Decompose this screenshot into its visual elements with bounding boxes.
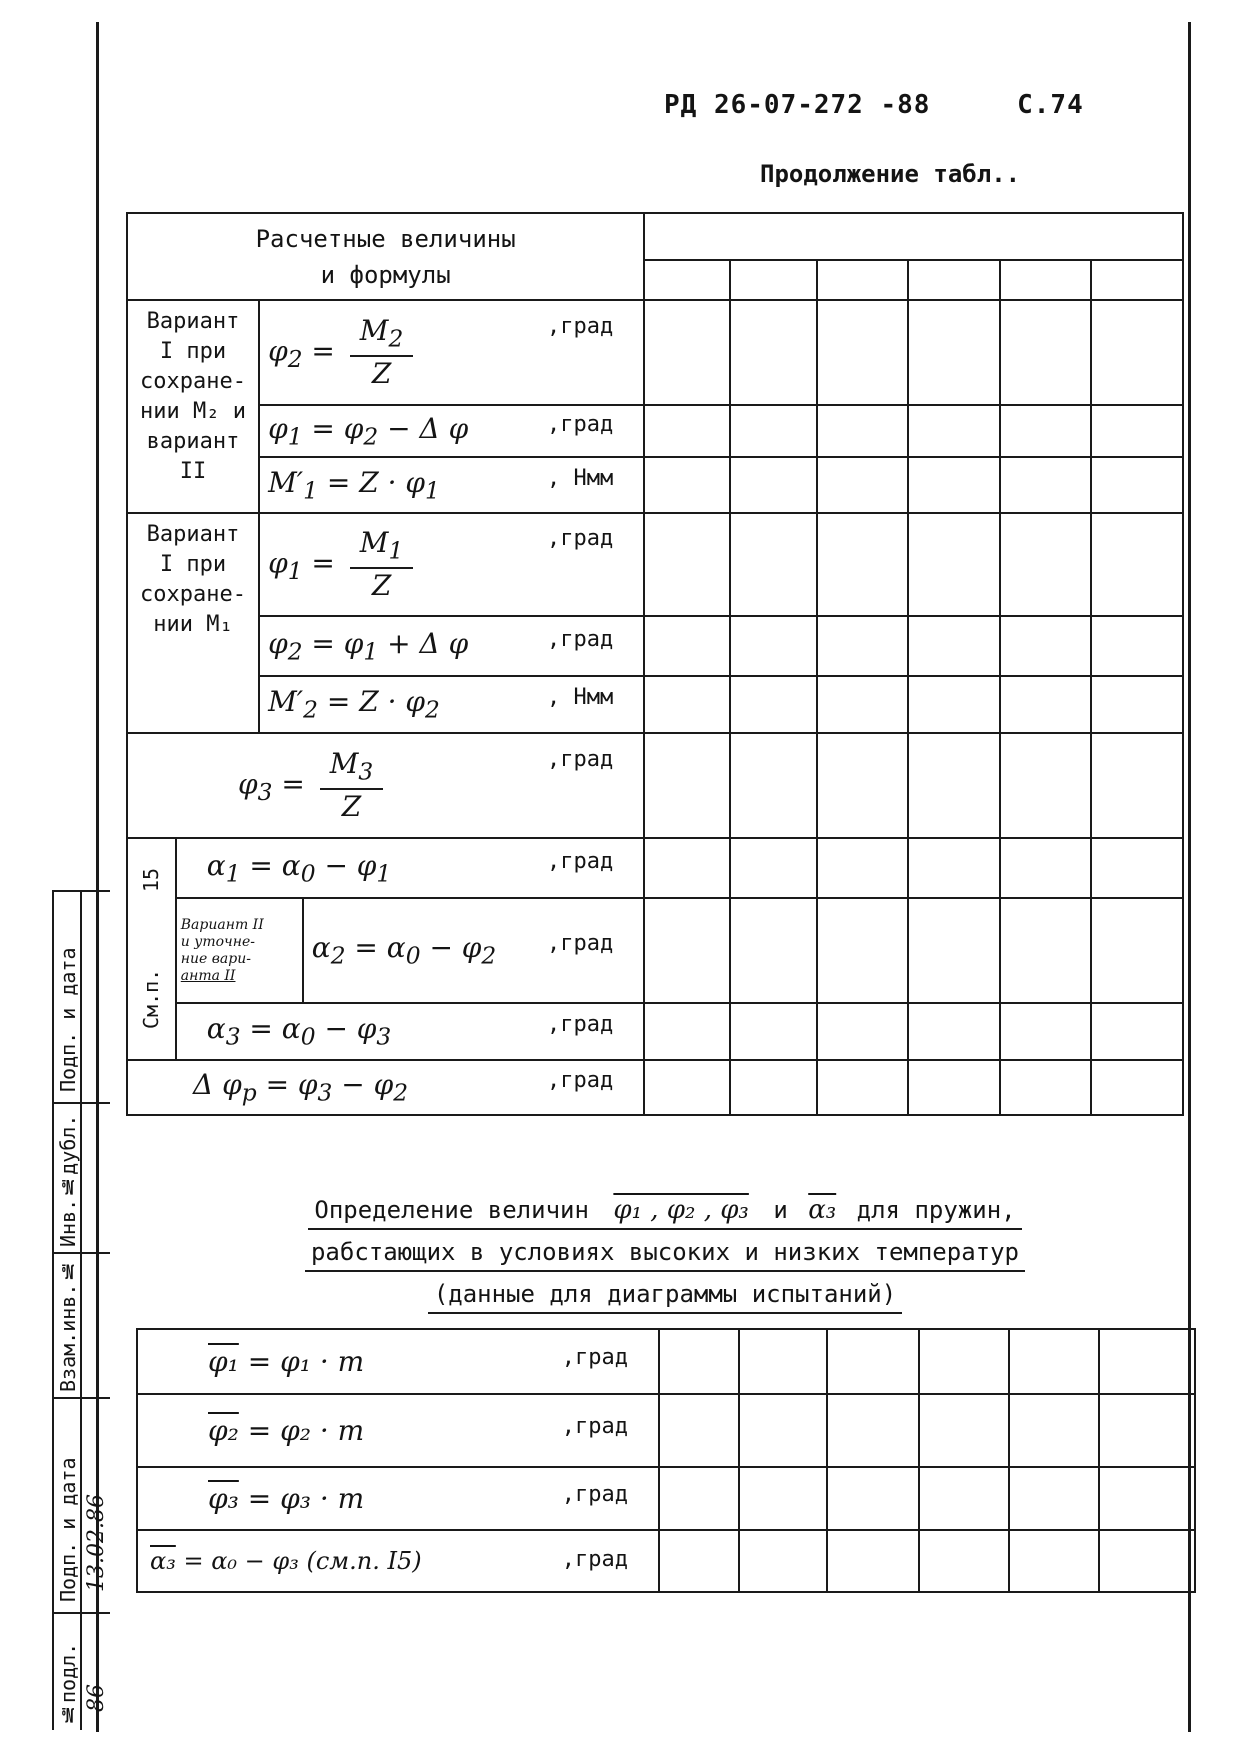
stamp-field-sign-date-1: Подп. и дата bbox=[56, 947, 80, 1092]
value-cell bbox=[739, 1394, 827, 1467]
value-cell bbox=[817, 1060, 908, 1115]
value-cell bbox=[644, 300, 729, 405]
value-cell bbox=[817, 457, 908, 513]
note-line: ние вари- bbox=[180, 950, 251, 967]
value-cell bbox=[659, 1329, 739, 1394]
unit-label: ,град bbox=[547, 525, 614, 551]
value-cell bbox=[827, 1530, 919, 1592]
side-stamp-strip bbox=[52, 890, 110, 1730]
value-cell bbox=[1000, 898, 1091, 1003]
label-line: нии M₁ bbox=[153, 612, 233, 637]
formula-m2-prime: $M'_2 = Z \cdot \varphi_2$ , Нмм bbox=[259, 676, 644, 733]
header-value-col bbox=[817, 260, 908, 300]
note-line: и уточне- bbox=[180, 933, 256, 950]
value-cell bbox=[1091, 733, 1183, 838]
value-cell bbox=[817, 513, 908, 616]
variant-note bbox=[176, 898, 303, 1003]
value-cell bbox=[644, 676, 729, 733]
value-cell bbox=[1091, 405, 1183, 457]
header-line-2: и формулы bbox=[320, 260, 451, 289]
value-cell bbox=[730, 676, 817, 733]
label-line: II bbox=[179, 459, 207, 484]
formula-m1-prime: $M'_1 = Z \cdot \varphi_1$ , Нмм bbox=[259, 457, 644, 513]
label-line: вариант bbox=[146, 429, 240, 454]
formula-delta-phi-p: Δ $\varphi_p = \varphi_3 - \varphi_2$ ,град bbox=[127, 1060, 644, 1115]
value-cell bbox=[659, 1394, 739, 1467]
formula-alpha2: $\alpha_2 = \alpha_0 - \varphi_2$ ,град bbox=[303, 898, 645, 1003]
formula-alpha3-bar bbox=[137, 1530, 659, 1592]
value-cell bbox=[644, 838, 729, 898]
side-label-smp: См.п. bbox=[139, 968, 164, 1030]
value-cell bbox=[1009, 1530, 1099, 1592]
header-value-col bbox=[1000, 260, 1091, 300]
value-cell bbox=[730, 838, 817, 898]
label-line: сохране- bbox=[140, 369, 247, 394]
title-and: и bbox=[773, 1196, 788, 1224]
value-cell bbox=[644, 733, 729, 838]
value-cell bbox=[730, 300, 817, 405]
title-vars: φ₁ , φ₂ , φ₃ bbox=[613, 1195, 749, 1225]
value-cell bbox=[1091, 457, 1183, 513]
note-line: анта II bbox=[180, 967, 236, 984]
value-cell bbox=[1000, 838, 1091, 898]
temperature-table bbox=[136, 1328, 1196, 1593]
formula-alpha1: $\alpha_1 = \alpha_0 - \varphi_1$ ,град bbox=[176, 838, 645, 898]
table-caption: Продолжение табл.. bbox=[760, 160, 1021, 188]
document-header bbox=[664, 90, 1084, 120]
value-cell bbox=[1099, 1530, 1195, 1592]
value-cell bbox=[644, 457, 729, 513]
value-cell bbox=[1091, 513, 1183, 616]
label-line: I при bbox=[159, 552, 227, 577]
label-line: I при bbox=[159, 339, 227, 364]
value-cell bbox=[644, 898, 729, 1003]
value-cell bbox=[908, 300, 999, 405]
unit-label: ,град bbox=[547, 746, 614, 772]
title-alpha: α₃ bbox=[808, 1195, 837, 1225]
formula-phi1-diff: $\varphi_1 = \varphi_2 - \Delta$ φ ,град bbox=[259, 405, 644, 457]
value-cell bbox=[827, 1329, 919, 1394]
value-cell bbox=[644, 405, 729, 457]
value-cell bbox=[827, 1467, 919, 1530]
value-cell bbox=[730, 733, 817, 838]
value-cell bbox=[817, 898, 908, 1003]
unit-label: ,град bbox=[547, 313, 614, 339]
symbol: α₃ bbox=[150, 1547, 176, 1575]
unit-label: ,град bbox=[547, 411, 614, 437]
symbol: φ₃ bbox=[208, 1482, 239, 1515]
expression: = φ₃ · m bbox=[247, 1482, 365, 1515]
value-cell bbox=[1099, 1394, 1195, 1467]
value-cell bbox=[1000, 1060, 1091, 1115]
value-cell bbox=[908, 676, 999, 733]
stamp-field-orig-no: №подл. bbox=[56, 1642, 80, 1727]
value-cell bbox=[1091, 1060, 1183, 1115]
unit-label: ,град bbox=[561, 1345, 628, 1370]
unit-label: , Нмм bbox=[547, 685, 614, 711]
value-cell bbox=[730, 405, 817, 457]
value-cell bbox=[644, 1003, 729, 1060]
value-cell bbox=[908, 405, 999, 457]
value-cell bbox=[817, 838, 908, 898]
value-cell bbox=[919, 1394, 1009, 1467]
unit-label: ,град bbox=[561, 1482, 628, 1507]
variant-group-1-label bbox=[127, 300, 259, 513]
variant-group-2-label bbox=[127, 513, 259, 733]
formula-phi3-bar bbox=[137, 1467, 659, 1530]
value-cell bbox=[739, 1530, 827, 1592]
value-cell bbox=[817, 1003, 908, 1060]
value-cell bbox=[730, 616, 817, 676]
value-cell bbox=[644, 513, 729, 616]
value-cell bbox=[1091, 1003, 1183, 1060]
unit-label: , Нмм bbox=[547, 465, 614, 491]
page-number: С.74 bbox=[1017, 90, 1084, 120]
title-suffix: для пружин, bbox=[856, 1196, 1016, 1224]
value-cell bbox=[659, 1467, 739, 1530]
unit-label: ,град bbox=[561, 1414, 628, 1439]
alpha-side-label bbox=[127, 838, 176, 1060]
header-value-col bbox=[908, 260, 999, 300]
expression: = α₀ − φ₃ (см.п. I5) bbox=[183, 1547, 422, 1575]
fraction: $\frac{M_1}{Z}$ bbox=[350, 526, 414, 604]
value-cell bbox=[739, 1329, 827, 1394]
stamp-field-inv-dup: Инв.№дубл. bbox=[56, 1114, 80, 1247]
note-line: Вариант II bbox=[180, 916, 264, 933]
formula-phi3: $\varphi_3$ = $\frac{M_3}{Z}$ ,град bbox=[127, 733, 644, 838]
value-cell bbox=[908, 838, 999, 898]
formula-alpha3: $\alpha_3 = \alpha_0 - \varphi_3$ ,град bbox=[176, 1003, 645, 1060]
calculation-table bbox=[126, 212, 1184, 1116]
value-cell bbox=[1000, 457, 1091, 513]
header-value-col bbox=[1091, 260, 1183, 300]
value-cell bbox=[919, 1530, 1009, 1592]
stamp-field-replace-inv: Взам.инв.№ bbox=[56, 1259, 80, 1392]
expression: = φ₂ · m bbox=[247, 1414, 365, 1447]
value-cell bbox=[1099, 1467, 1195, 1530]
label-line: нии M₂ и bbox=[140, 399, 247, 424]
value-cell bbox=[1099, 1329, 1195, 1394]
handwritten-date: 13.02.86 bbox=[84, 1494, 109, 1592]
value-cell bbox=[1000, 676, 1091, 733]
value-cell bbox=[817, 405, 908, 457]
fraction: $\frac{M_2}{Z}$ bbox=[350, 314, 414, 392]
section-title-line-1 bbox=[308, 1192, 1021, 1230]
value-cell bbox=[730, 457, 817, 513]
value-cell bbox=[908, 1060, 999, 1115]
table-header-cell bbox=[127, 213, 644, 300]
value-cell bbox=[730, 898, 817, 1003]
unit-label: ,град bbox=[547, 1068, 614, 1094]
value-cell bbox=[908, 513, 999, 616]
header-span-cell bbox=[644, 213, 1183, 260]
value-cell bbox=[730, 1003, 817, 1060]
value-cell bbox=[817, 676, 908, 733]
unit-label: ,град bbox=[547, 1012, 614, 1038]
formula-phi2: $\varphi_2$ = $\frac{M_2}{Z}$ ,град bbox=[259, 300, 644, 405]
value-cell bbox=[908, 733, 999, 838]
value-cell bbox=[659, 1530, 739, 1592]
formula-phi2-bar bbox=[137, 1394, 659, 1467]
value-cell bbox=[908, 898, 999, 1003]
value-cell bbox=[817, 616, 908, 676]
value-cell bbox=[817, 300, 908, 405]
stamp-field-sign-date-2: Подп. и дата bbox=[56, 1457, 80, 1602]
value-cell bbox=[908, 457, 999, 513]
section-title-line-2: рабстающих в условиях высоких и низких температур bbox=[305, 1234, 1025, 1272]
value-cell bbox=[739, 1467, 827, 1530]
fraction: $\frac{M_3}{Z}$ bbox=[320, 747, 384, 825]
header-value-col bbox=[644, 260, 729, 300]
formula-phi1-bar bbox=[137, 1329, 659, 1394]
value-cell bbox=[908, 1003, 999, 1060]
symbol: φ₂ bbox=[208, 1414, 239, 1447]
unit-label: ,град bbox=[547, 848, 614, 874]
value-cell bbox=[1000, 405, 1091, 457]
value-cell bbox=[1000, 733, 1091, 838]
handwritten-number: 86 bbox=[84, 1684, 109, 1712]
formula-phi2-sum: $\varphi_2 = \varphi_1 + \Delta$ φ ,град bbox=[259, 616, 644, 676]
value-cell bbox=[1009, 1467, 1099, 1530]
value-cell bbox=[1000, 616, 1091, 676]
header-line-1: Расчетные величины bbox=[255, 224, 516, 253]
unit-label: ,град bbox=[547, 931, 614, 957]
value-cell bbox=[730, 1060, 817, 1115]
value-cell bbox=[919, 1467, 1009, 1530]
value-cell bbox=[1091, 838, 1183, 898]
value-cell bbox=[1091, 898, 1183, 1003]
value-cell bbox=[1091, 616, 1183, 676]
symbol: φ₁ bbox=[208, 1345, 239, 1378]
value-cell bbox=[827, 1394, 919, 1467]
label-line: Вариант bbox=[146, 309, 240, 334]
section-title bbox=[136, 1190, 1194, 1316]
formula-phi1: $\varphi_1$ = $\frac{M_1}{Z}$ ,град bbox=[259, 513, 644, 616]
value-cell bbox=[644, 1060, 729, 1115]
label-line: сохране- bbox=[140, 582, 247, 607]
title-prefix: Определение величин bbox=[314, 1196, 589, 1224]
value-cell bbox=[1009, 1394, 1099, 1467]
unit-label: ,град bbox=[547, 626, 614, 652]
value-cell bbox=[817, 733, 908, 838]
document-code: РД 26-07-272 -88 bbox=[664, 90, 931, 120]
label-line: Вариант bbox=[146, 522, 240, 547]
value-cell bbox=[1091, 676, 1183, 733]
unit-label: ,град bbox=[561, 1547, 628, 1572]
value-cell bbox=[1009, 1329, 1099, 1394]
value-cell bbox=[1000, 1003, 1091, 1060]
value-cell bbox=[919, 1329, 1009, 1394]
section-title-line-3: (данные для диаграммы испытаний) bbox=[428, 1276, 902, 1314]
value-cell bbox=[908, 616, 999, 676]
header-value-col bbox=[730, 260, 817, 300]
value-cell bbox=[1000, 513, 1091, 616]
side-label-15: 15 bbox=[139, 867, 164, 893]
expression: = φ₁ · m bbox=[247, 1345, 365, 1378]
value-cell bbox=[730, 513, 817, 616]
value-cell bbox=[1091, 300, 1183, 405]
value-cell bbox=[644, 616, 729, 676]
value-cell bbox=[1000, 300, 1091, 405]
